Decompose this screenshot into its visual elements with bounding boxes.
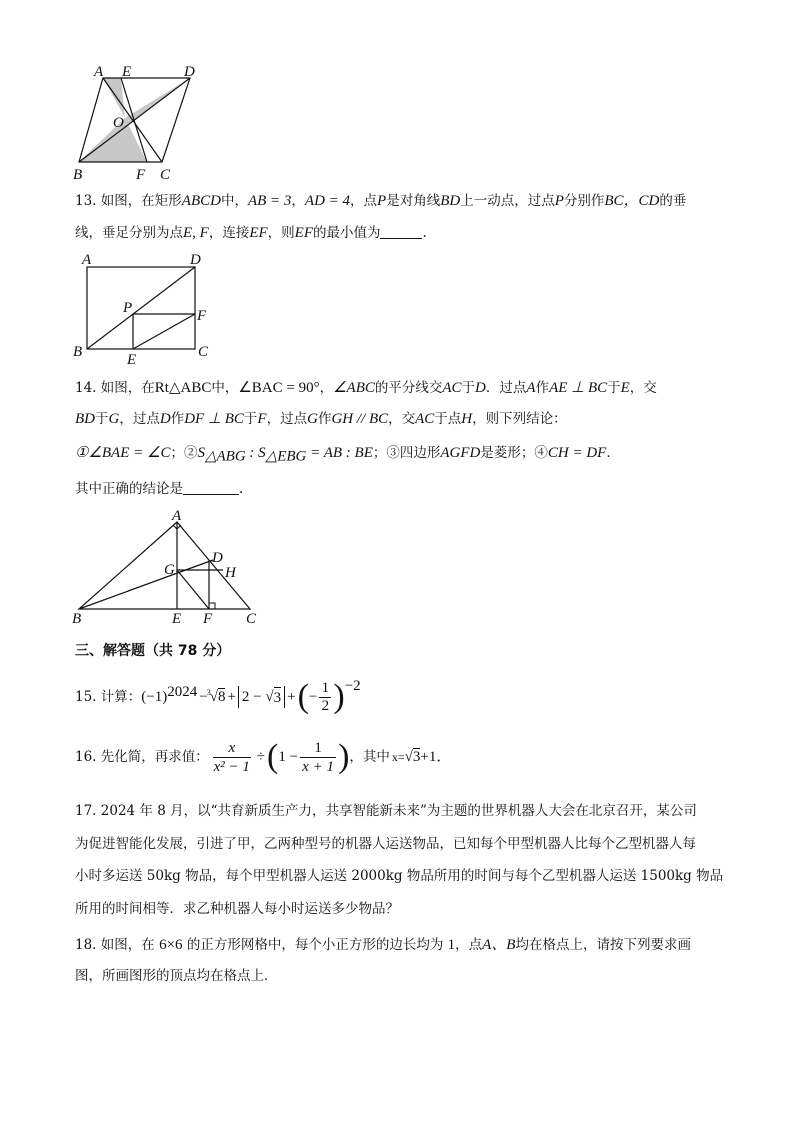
question-18 — [75, 930, 725, 992]
label-F: F — [197, 308, 207, 324]
question-15: 15. 计算： (−1) 2024 − 3 √8 + 2 − √ 3 + ( − 1 2 ) −2 — [75, 678, 361, 715]
figure-rectangle — [70, 248, 220, 368]
label-C: C — [198, 344, 209, 360]
label-D: D — [190, 252, 201, 268]
label-C: C — [246, 611, 257, 627]
label-A: A — [172, 508, 182, 524]
segment-ef — [133, 314, 195, 349]
label-E: E — [127, 352, 137, 368]
label-O: O — [113, 115, 124, 131]
question-14 — [75, 378, 725, 499]
question-13 — [75, 191, 725, 243]
right-angle-mark-f — [209, 603, 215, 609]
segment-gf — [177, 570, 209, 609]
q14-line4: 其中正确的结论是 . — [75, 480, 244, 497]
absolute-value: 2 − √ 3 — [238, 686, 285, 708]
q17-line3: 小时多运送 50kg 物品，每个甲型机器人运送 2000kg 物品所用的时间与每个乙型机器人运送 1500kg 物品 — [75, 868, 724, 884]
label-B: B — [73, 344, 83, 360]
answer-blank-13[interactable] — [380, 224, 422, 239]
paren-expression: ( 1 − 1 x + 1 ) — [267, 738, 350, 775]
label-E: E — [172, 611, 182, 627]
label-D: D — [184, 64, 195, 80]
q13-line1: 13. 如图，在矩形ABCD中，AB = 3，AD = 4，点P是对角线BD上一动点，过点P分别作BC，CD的垂 — [75, 193, 687, 209]
q14-line2: BD于G，过点D作DF ⊥ BC于F，过点G作GH // BC，交AC于点H，则下列结论： — [75, 411, 567, 427]
label-F: F — [136, 167, 146, 183]
label-E: E — [122, 64, 132, 80]
question-16: 16. 先化简，再求值： x x² − 1 ÷ ( 1 − 1 x + 1 ) ，其中 x= √3 +1． — [75, 738, 452, 775]
q17-line2: 为促进智能化发展，引进了甲，乙两种型号的机器人运送物品，已知每个甲型机器人比每个乙型机器人每 — [75, 835, 696, 852]
paren-fraction: ( − 1 2 ) — [297, 678, 345, 715]
label-H: H — [225, 565, 236, 581]
diagonal-bd — [87, 267, 195, 349]
q14-line1: 14. 如图，在Rt△ABC中，∠BAC = 90°，∠ABC的平分线交AC于D．过点A作AE ⊥ BC于E，交 — [75, 380, 657, 396]
q18-line2: 图，所画图形的顶点均在格点上． — [75, 968, 278, 984]
fraction-x: x x² − 1 — [213, 739, 250, 775]
q14-line3: ①∠BAE = ∠C；$②S_{\triangle ABG}$ : $S_{\triangle EBG}$ = AB : BE；③四边形AGFD是菱形；④CH = DF． — [75, 445, 620, 465]
label-B: B — [73, 167, 83, 183]
label-G: G — [164, 562, 175, 578]
figure-triangle — [68, 508, 268, 628]
cube-root: 3 √8 — [206, 688, 226, 705]
label-D: D — [212, 550, 223, 566]
q18-line1: 18. 如图，在 6×6 的正方形网格中，每个小正方形的边长均为 1，点A、B均在格点上，请按下列要求画 — [75, 937, 691, 953]
segment-bd — [79, 560, 213, 609]
label-C: C — [160, 167, 171, 183]
answer-blank-14[interactable] — [183, 480, 239, 495]
figure-parallelogram — [70, 60, 210, 185]
q13-line2: 线，垂足分别为点E, F，连接EF，则EF的最小值为 . — [75, 225, 427, 241]
q17-line1: 17. 2024 年 8 月，以“共育新质生产力，共享智能新未来”为主题的世界机器人大会在北京召开，某公司 — [75, 803, 697, 819]
question-17 — [75, 795, 725, 925]
label-A: A — [94, 64, 104, 80]
section-heading: 三、解答题（共 78 分） — [75, 643, 231, 659]
q17-line4: 所用的时间相等．求乙种机器人每小时运送多少物品？ — [75, 900, 399, 917]
shaded-triangle-top — [103, 78, 125, 118]
label-B: B — [72, 611, 82, 627]
label-P: P — [123, 300, 133, 316]
label-F: F — [203, 611, 213, 627]
label-A: A — [82, 252, 92, 268]
